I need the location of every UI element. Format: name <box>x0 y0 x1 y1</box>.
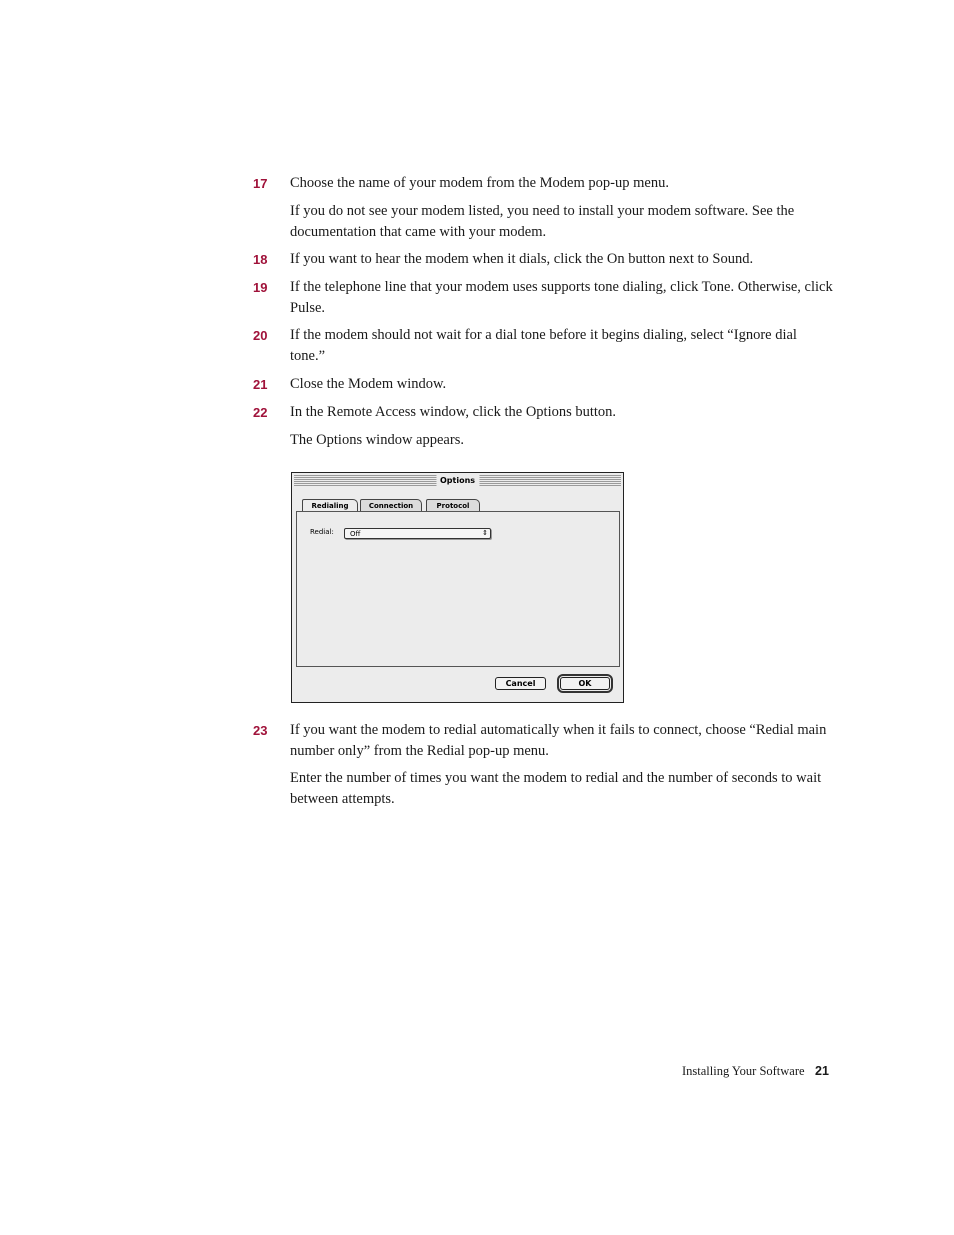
redial-popup-menu[interactable] <box>344 528 491 539</box>
options-dialog <box>291 472 624 703</box>
step-number-19: 19 <box>253 280 268 295</box>
footer-section-title: Installing Your Software <box>682 1064 805 1078</box>
tab-pane <box>296 511 620 667</box>
step-note-17: If you do not see your modem listed, you need to install your modem software. See the documentation that came with your modem. <box>290 203 795 240</box>
step-text-20: If the modem should not wait for a dial tone before it begins dialing, select “Ignore dial tone.” <box>290 327 797 364</box>
redial-label: Redial: <box>310 528 334 536</box>
step-number-17: 17 <box>253 176 268 191</box>
step-number-21: 21 <box>253 377 268 392</box>
redial-popup-value: Off <box>350 530 361 538</box>
step-text-18: If you want to hear the modem when it dials, click the On button next to Sound. <box>290 251 754 267</box>
ok-button[interactable]: OK <box>560 677 610 690</box>
popup-arrows-icon: ⇕ <box>482 529 488 537</box>
dialog-title: Options <box>436 475 479 487</box>
page-number: 21 <box>815 1064 829 1078</box>
step-text-22: In the Remote Access window, click the Options button. <box>290 404 617 420</box>
step-number-18: 18 <box>253 252 268 267</box>
dialog-titlebar[interactable] <box>294 475 621 487</box>
step-note-22: The Options window appears. <box>290 432 464 448</box>
step-text-23: If you want the modem to redial automatically when it fails to connect, choose “Redial main number only” from the Redial pop-up menu. <box>290 722 827 759</box>
tab-protocol[interactable]: Protocol <box>426 499 480 511</box>
step-number-23: 23 <box>253 723 268 738</box>
cancel-button[interactable]: Cancel <box>495 677 546 690</box>
step-text-17: Choose the name of your modem from the Modem pop-up menu. <box>290 175 669 191</box>
tab-connection[interactable]: Connection <box>360 499 422 511</box>
step-text-19: If the telephone line that your modem uses supports tone dialing, click Tone. Otherwise, click Pulse. <box>290 279 833 316</box>
step-number-22: 22 <box>253 405 268 420</box>
step-number-20: 20 <box>253 328 268 343</box>
step-text-21: Close the Modem window. <box>290 376 447 392</box>
step-note-23: Enter the number of times you want the modem to redial and the number of seconds to wait between attempts. <box>290 770 822 807</box>
tab-redialing[interactable]: Redialing <box>302 499 358 512</box>
